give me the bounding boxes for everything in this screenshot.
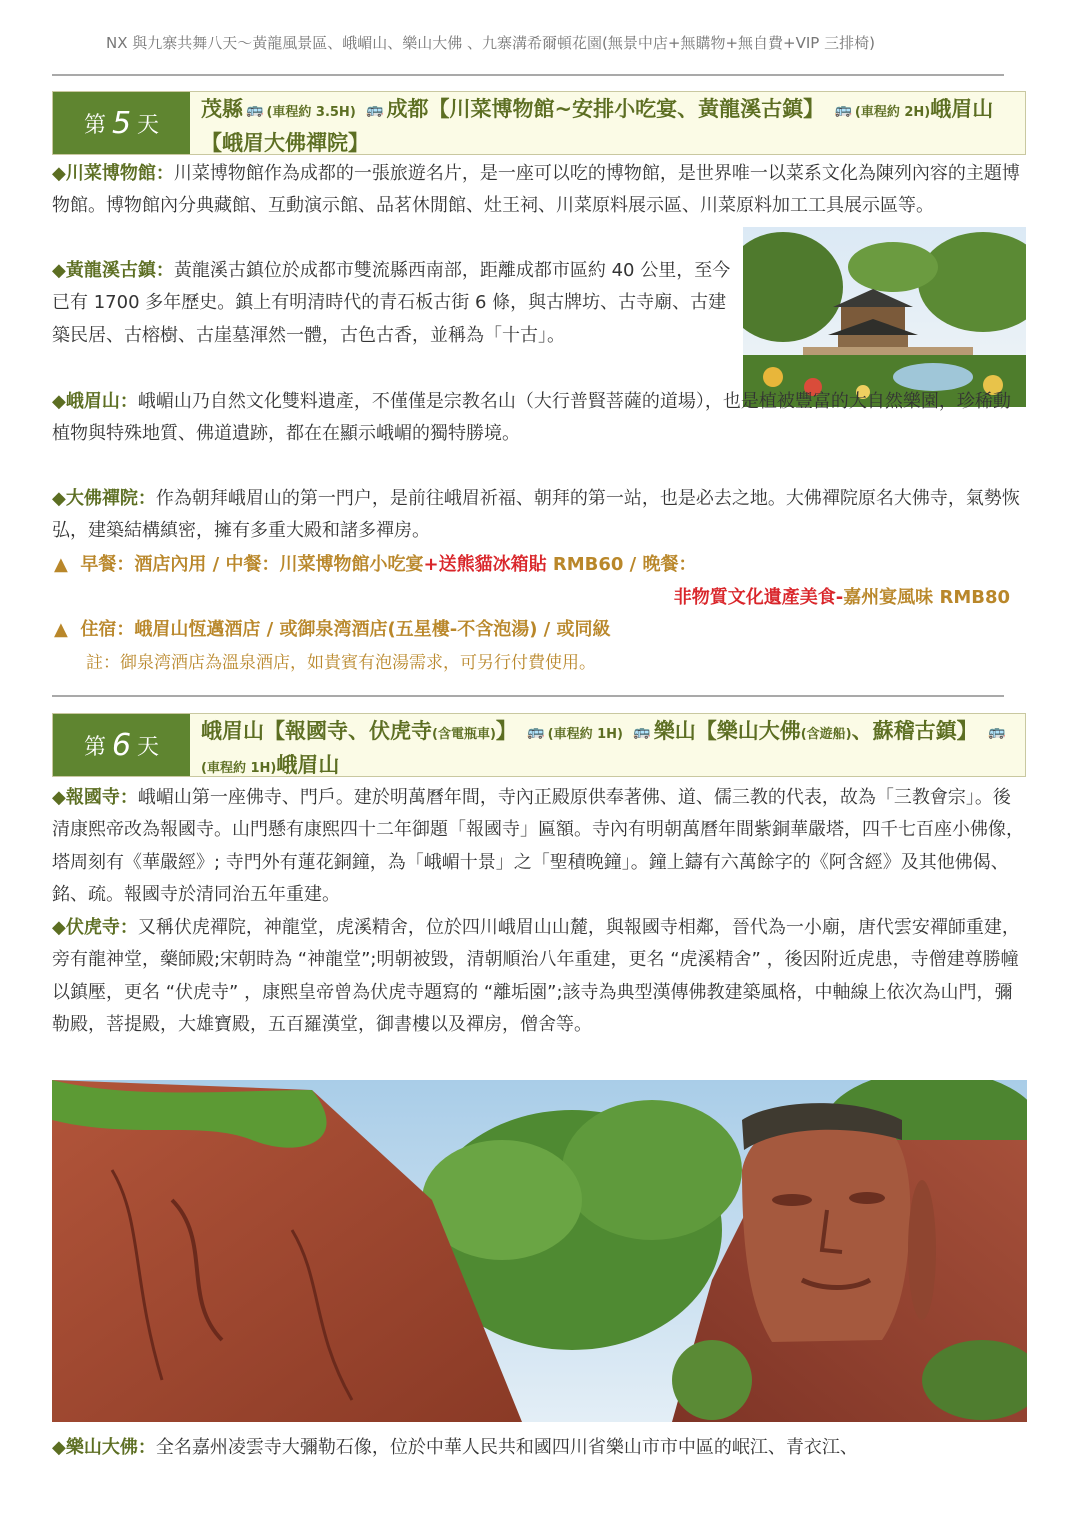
section-huanglongxi: ◆黃龍溪古鎮：黃龍溪古鎮位於成都市雙流縣西南部，距離成都市區約 40 公里，至今已有 1700 多年歷史。鎮上有明清時代的青石板古街 6 條，與古牌坊、古寺廟、古建築民居、古榕樹、古崖墓渾然一體，古色古香，並稱為「十古」。 (52, 260, 731, 346)
day6-label: 第 6 天 (53, 714, 190, 776)
day5-meals-line1: ▲ 早餐：酒店內用 / 中餐：川菜博物館小吃宴+送熊貓冰箱貼 RMB60 / 晚餐： (54, 554, 697, 575)
diamond-bullet-icon: ◆ (52, 260, 66, 281)
day6-title: 峨眉山【報國寺、伏虎寺(含電瓶車)】 🚌 (車程約 1H) 🚌 樂山【樂山大佛(含遊船)、蘇稽古鎮】 🚌(車程約 1H)峨眉山 (201, 719, 1006, 777)
diamond-bullet-icon: ◆ (52, 163, 66, 184)
day5-title-box (52, 91, 1026, 155)
day5-number: 5 (111, 105, 132, 141)
bus-icon: 🚌 (527, 724, 545, 740)
bus-icon: 🚌 (987, 724, 1006, 740)
leshan-buddha-photo (52, 1080, 1027, 1422)
day6-title-box (52, 713, 1026, 777)
diamond-bullet-icon: ◆ (52, 917, 66, 938)
bus-icon: 🚌 (246, 102, 264, 118)
diamond-bullet-icon: ◆ (52, 787, 66, 808)
huanglongxi-photo (743, 227, 1026, 407)
section-emeishan: ◆峨眉山：峨嵋山乃自然文化雙料遺產，不僅僅是宗教名山（大行普賢菩薩的道場），也是植被豐富的大自然樂園，珍稀動植物與特殊地質、佛道遺跡，都在在顯示峨嵋的獨特勝境。 (52, 391, 1011, 445)
triangle-bullet-icon: ▲ (54, 554, 68, 575)
divider (52, 695, 1004, 697)
triangle-bullet-icon: ▲ (54, 619, 68, 640)
diamond-bullet-icon: ◆ (52, 1437, 66, 1458)
divider (52, 74, 1004, 76)
section-chuancai-museum: ◆川菜博物館：川菜博物館作為成都的一張旅遊名片，是一座可以吃的博物館，是世界唯一以菜系文化為陳列內容的主題博物館。博物館內分典藏館、互動演示館、品茗休閒館、灶王祠、川菜原料展示區、川菜原料加工工具展示區等。 (52, 163, 1020, 217)
day5-hotel: ▲ 住宿：峨眉山恆邁酒店 / 或御泉湾酒店(五星樓-不含泡湯) / 或同級 (54, 619, 611, 640)
section-dafo-chanyuan: ◆大佛禪院：作為朝拜峨眉山的第一門户，是前往峨眉祈福、朝拜的第一站，也是必去之地。大佛禪院原名大佛寺，氣勢恢弘，建築結構縝密，擁有多重大殿和諸多禪房。 (52, 488, 1020, 542)
diamond-bullet-icon: ◆ (52, 488, 66, 509)
bus-icon: 🚌 (633, 724, 651, 740)
page-header-title: NX 與九寨共舞八天～黃龍風景區、峨嵋山、樂山大佛 、九寨溝希爾頓花園(無景中店+無購物+無自費+VIP 三排椅) (106, 34, 875, 52)
giant-buddha-image (52, 1080, 1027, 1422)
section-leshan-buddha: ◆樂山大佛：全名嘉州凌雲寺大彌勒石像，位於中華人民共和國四川省樂山市市中區的岷江、青衣江、 (52, 1437, 858, 1458)
day6-number: 6 (111, 727, 132, 763)
day5-hotel-note: 註：御泉湾酒店為溫泉酒店，如貴賓有泡湯需求，可另行付費使用。 (86, 653, 596, 673)
diamond-bullet-icon: ◆ (52, 391, 66, 412)
day5-label: 第 5 天 (53, 92, 190, 154)
day5-title: 茂縣 🚌 (車程約 3.5H) 🚌 成都【川菜博物館~安排小吃宴、黃龍溪古鎮】 🚌 (車程約 2H)峨眉山【峨眉大佛禪院】 (201, 97, 994, 155)
bus-icon: 🚌 (366, 102, 384, 118)
section-fuhu-temple: ◆伏虎寺：又稱伏虎禪院，神龍堂，虎溪精舍，位於四川峨眉山山麓，與報國寺相鄰，晉代為一小廟，唐代雲安禪師重建，旁有龍神堂，藥師殿;宋朝時為 “神龍堂”;明朝被毀，清朝順治八年重建，更名 “虎溪精舍” ，後因附近虎患，寺僧建尊勝幢以鎮壓，更名 “伏虎寺” ，康熙皇帝曾為伏虎寺題寫的 “離垢園”;該寺為典型漢傳佛教建築風格，中軸線上依次為山門，彌勒殿，菩提殿，大雄寶殿，五百羅漢堂，御書樓以及禪房，僧舍等。 (52, 917, 1020, 1035)
day5-meals-line2: 非物質文化遺產美食-嘉州宴風味 RMB80 (673, 587, 1010, 608)
bus-icon: 🚌 (834, 102, 852, 118)
ancient-town-image (743, 227, 1026, 407)
section-baoguo-temple: ◆報國寺：峨嵋山第一座佛寺、門戶。建於明萬曆年間，寺內正殿原供奉著佛、道、儒三教的代表，故為「三教會宗」。後清康熙帝改為報國寺。山門懸有康熙四十二年御題「報國寺」匾額。寺內有明朝萬曆年間紫銅華嚴塔，四千七百座小佛像，塔周刻有《華嚴經》; 寺門外有蓮花銅鐘，為「峨嵋十景」之「聖積晚鐘」。鐘上鑄有六萬餘字的《阿含經》及其他佛偈、銘、疏。報國寺於清同治五年重建。 (52, 787, 1024, 905)
